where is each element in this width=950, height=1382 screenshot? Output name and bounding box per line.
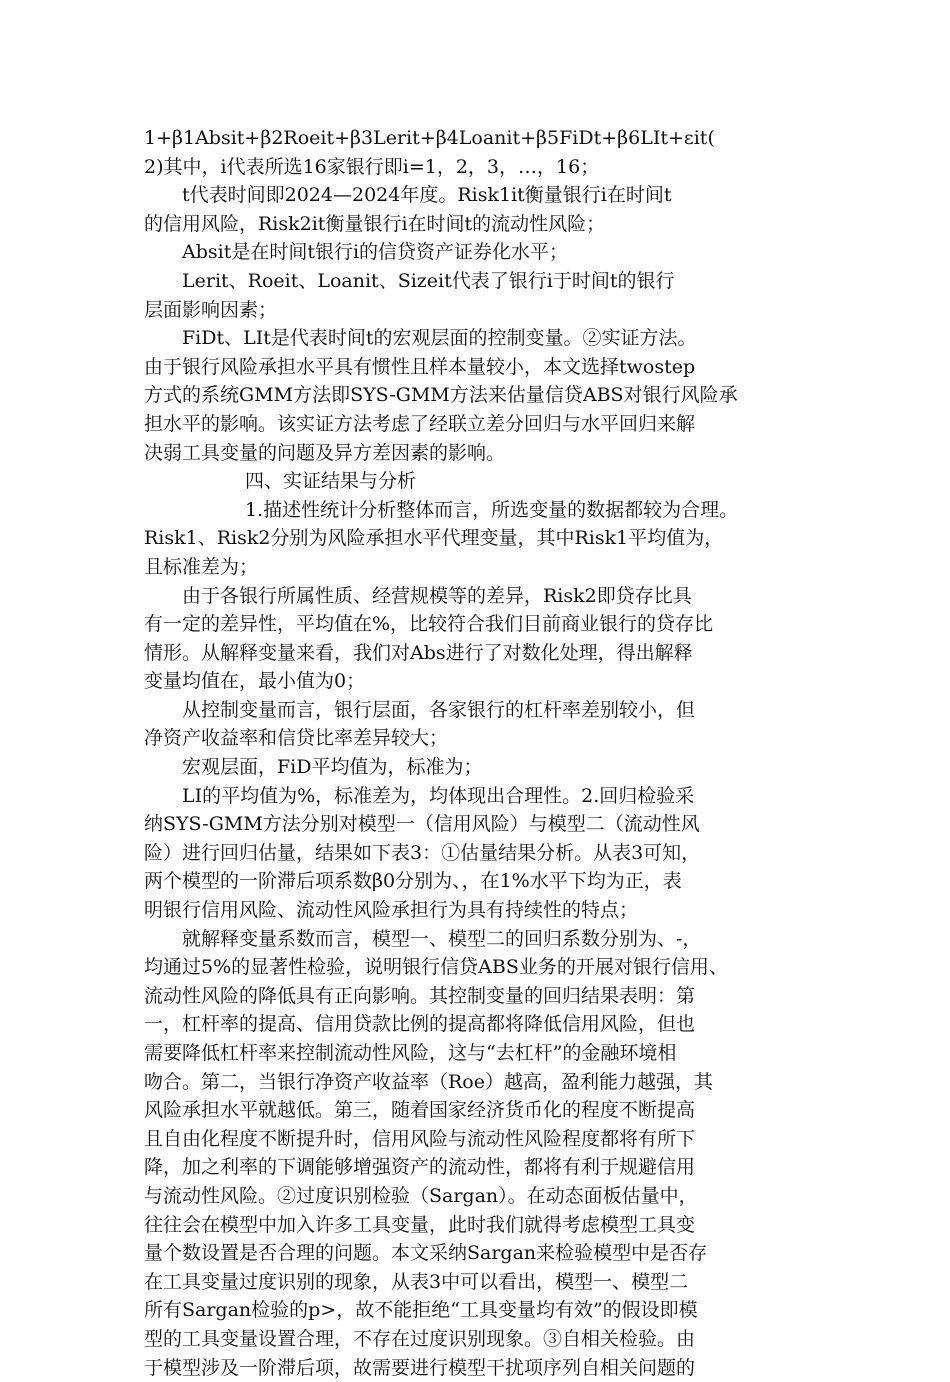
text-line: 与流动性风险。②过度识别检验（Sargan）。在动态面板估量中，	[144, 1184, 698, 1207]
text-line: 由于银行风险承担水平具有惯性且样本量较小，本文选择twostep	[144, 355, 696, 378]
text-line: 层面影响因素；	[144, 298, 278, 321]
text-line: 纳SYS-GMM方法分别对模型一（信用风险）与模型二（流动性风	[144, 813, 700, 836]
text-line: 由于各银行所属性质、经营规模等的差异，Risk2即贷存比具	[182, 584, 692, 607]
text-line: 的信用风险，Risk2it衡量银行i在时间t的流动性风险；	[144, 212, 606, 235]
text-line: 宏观层面，FiD平均值为，标准为；	[182, 756, 483, 779]
text-line: 在工具变量过度识别的现象，从表3中可以看出，模型一、模型二	[144, 1270, 689, 1293]
text-line: Absit是在时间t银行i的信贷资产证券化水平；	[182, 241, 569, 264]
text-line: 且标准差为；	[144, 555, 259, 578]
text-line: 所有Sargan检验的p>，故不能拒绝“工具变量均有效”的假设即模	[144, 1299, 698, 1322]
text-line: 1.描述性统计分析整体而言，所选变量的数据都较为合理。	[245, 498, 739, 521]
text-line: Lerit、Roeit、Loanit、Sizeit代表了银行i于时间t的银行	[182, 269, 675, 292]
text-line: t代表时间即2024—2024年度。Risk1it衡量银行i在时间t	[182, 184, 672, 207]
text-line: 明银行信用风险、流动性风险承担行为具有持续性的特点；	[144, 899, 639, 922]
text-line: 降，加之利率的下调能够增强资产的流动性，都将有利于规避信用	[144, 1156, 696, 1179]
text-line: 风险承担水平就越低。第三，随着国家经济货币化的程度不断提高	[144, 1099, 696, 1122]
text-line: 情形。从解释变量来看，我们对Abs进行了对数化处理，得出解释	[144, 641, 693, 664]
text-line: 方式的系统GMM方法即SYS-GMM方法来估量信贷ABS对银行风险承	[144, 384, 738, 407]
text-line: 型的工具变量设置合理，不存在过度识别现象。③自相关检验。由	[144, 1327, 696, 1350]
text-line: 担水平的影响。该实证方法考虑了经联立差分回归与水平回归来解	[144, 412, 696, 435]
text-line: 量个数设置是否合理的问题。本文采纳Sargan来检验模型中是否存	[144, 1242, 708, 1265]
text-line: 两个模型的一阶滞后项系数β0分别为、，在1%水平下均为正，表	[144, 870, 682, 893]
text-line: 净资产收益率和信贷比率差异较大；	[144, 727, 449, 750]
text-line: 需要降低杠杆率来控制流动性风险，这与“去杠杆”的金融环境相	[144, 1042, 677, 1064]
text-line: 从控制变量而言，银行层面，各家银行的杠杆率差别较小，但	[182, 698, 696, 721]
text-line: 1+β1Absit+β2Roeit+β3Lerit+β4Loanit+β5FiDt+β6LIt+εit(	[144, 127, 715, 149]
text-line: 且自由化程度不断提升时，信用风险与流动性风险程度都将有所下	[144, 1127, 696, 1150]
document-page	[144, 124, 814, 1382]
section-heading: 四、实证结果与分析	[245, 470, 417, 493]
text-line: 流动性风险的降低具有正向影响。其控制变量的回归结果表明：第	[144, 984, 696, 1007]
text-line: 一，杠杆率的提高、信用贷款比例的提高都将降低信用风险，但也	[144, 1013, 696, 1036]
text-line: 决弱工具变量的问题及异方差因素的影响。	[144, 441, 506, 464]
text-line: LI的平均值为%，标准差为，均体现出合理性。2.回归检验采	[182, 784, 695, 807]
text-line: Risk1、Risk2分别为风险承担水平代理变量，其中Risk1平均值为，	[144, 527, 724, 550]
text-line: 就解释变量系数而言，模型一、模型二的回归系数分别为、-，	[182, 927, 702, 950]
text-line: 2)其中，i代表所选16家银行即i=1，2，3，…，16；	[144, 155, 600, 178]
text-line: 吻合。第二，当银行净资产收益率（Roe）越高，盈利能力越强，其	[144, 1070, 713, 1093]
text-line: 往往会在模型中加入许多工具变量，此时我们就得考虑模型工具变	[144, 1213, 696, 1236]
text-line: 于模型涉及一阶滞后项，故需要进行模型干扰项序列自相关问题的	[144, 1356, 696, 1379]
text-line: FiDt、LIt是代表时间t的宏观层面的控制变量。②实证方法。	[182, 327, 697, 350]
text-line: 有一定的差异性，平均值在%，比较符合我们目前商业银行的贷存比	[144, 613, 714, 636]
text-line: 均通过5%的显著性检验，说明银行信贷ABS业务的开展对银行信用、	[144, 956, 728, 979]
text-line: 变量均值在，最小值为0；	[144, 670, 366, 693]
text-line: 险）进行回归估量，结果如下表3：①估量结果分析。从表3可知，	[144, 841, 701, 864]
